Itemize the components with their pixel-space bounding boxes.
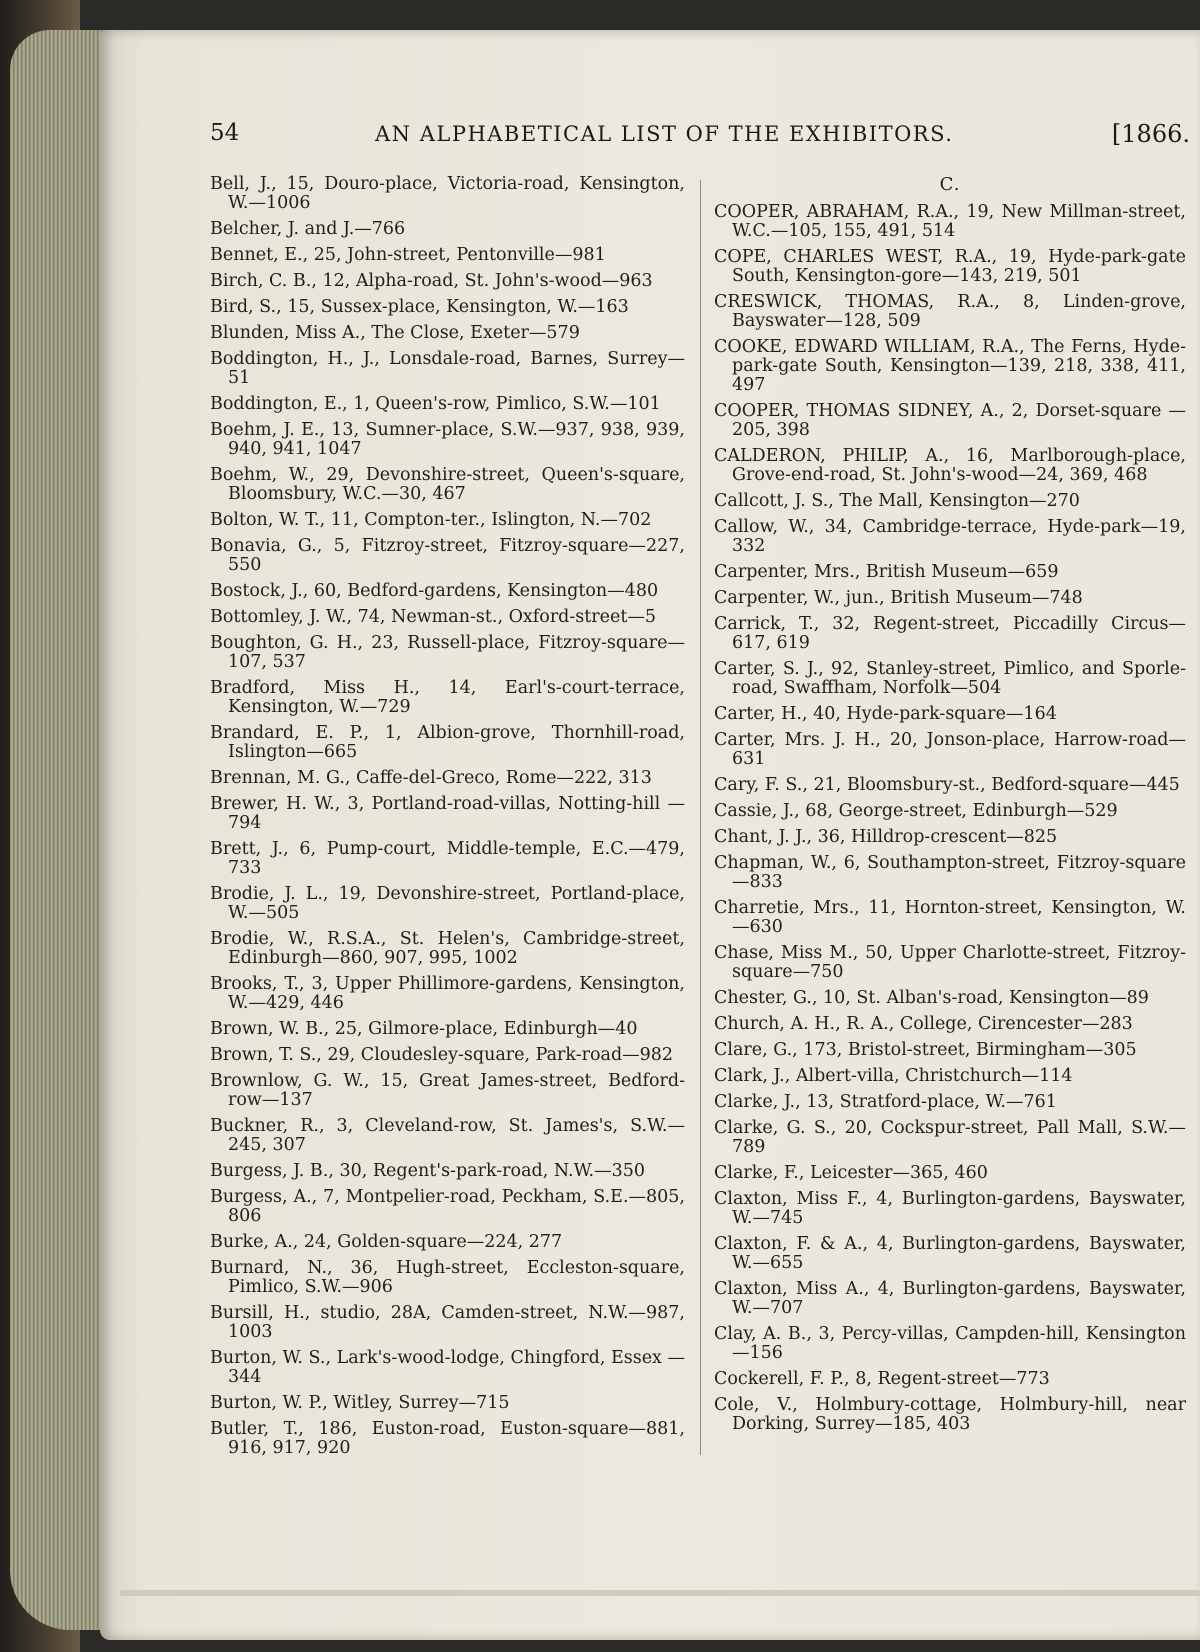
exhibitor-entry: Brewer, H. W., 3, Portland-road-villas, Notting-hill —794 <box>210 794 685 833</box>
exhibitor-entry: COOPER, THOMAS SIDNEY, A., 2, Dorset-square —205, 398 <box>714 401 1186 440</box>
exhibitor-entry: Charretie, Mrs., 11, Hornton-street, Kensington, W.—630 <box>714 898 1186 937</box>
exhibitor-entry: Carpenter, Mrs., British Museum—659 <box>714 562 1059 582</box>
book-page-edges <box>10 30 105 1630</box>
column-divider <box>700 180 701 1455</box>
exhibitor-entry: Brennan, M. G., Caffe-del-Greco, Rome—222, 313 <box>210 768 652 788</box>
exhibitor-entry: Brown, W. B., 25, Gilmore-place, Edinburgh—40 <box>210 1019 638 1039</box>
exhibitor-entry: Bell, J., 15, Douro-place, Victoria-road, Kensington, W.—1006 <box>210 174 685 213</box>
exhibitor-entry: Brodie, J. L., 19, Devonshire-street, Portland-place, W.—505 <box>210 884 685 923</box>
exhibitor-entry: Bonavia, G., 5, Fitzroy-street, Fitzroy-square—227, 550 <box>210 536 685 575</box>
left-column <box>210 175 685 1465</box>
exhibitor-entry: Birch, C. B., 12, Alpha-road, St. John's-wood—963 <box>210 271 653 291</box>
exhibitor-entry: Bostock, J., 60, Bedford-gardens, Kensington—480 <box>210 581 659 601</box>
exhibitor-entry: COPE, CHARLES WEST, R.A., 19, Hyde-park-gate South, Kensington-gore—143, 219, 501 <box>714 247 1186 286</box>
exhibitor-entry: Clare, G., 173, Bristol-street, Birmingham—305 <box>714 1040 1137 1060</box>
year-label: [1866. <box>1111 120 1190 148</box>
exhibitor-entry: Carter, H., 40, Hyde-park-square—164 <box>714 704 1057 724</box>
exhibitor-entry: Bottomley, J. W., 74, Newman-st., Oxford-street—5 <box>210 607 657 627</box>
exhibitor-entry: Bradford, Miss H., 14, Earl's-court-terrace, Kensington, W.—729 <box>210 678 685 717</box>
exhibitor-entry: Chase, Miss M., 50, Upper Charlotte-street, Fitzroy-square—750 <box>714 943 1186 982</box>
exhibitor-entry: Clarke, G. S., 20, Cockspur-street, Pall Mall, S.W.—789 <box>714 1118 1186 1157</box>
exhibitor-entry: Chapman, W., 6, Southampton-street, Fitzroy-square —833 <box>714 853 1186 892</box>
exhibitor-entry: CRESWICK, THOMAS, R.A., 8, Linden-grove, Bayswater—128, 509 <box>714 292 1186 331</box>
exhibitor-entry: Clark, J., Albert-villa, Christchurch—114 <box>714 1066 1073 1086</box>
exhibitor-entry: Belcher, J. and J.—766 <box>210 219 406 239</box>
exhibitor-entry: Boehm, J. E., 13, Sumner-place, S.W.—937, 938, 939, 940, 941, 1047 <box>210 420 685 459</box>
exhibitor-entry: Claxton, F. & A., 4, Burlington-gardens, Bayswater, W.—655 <box>714 1234 1186 1273</box>
exhibitor-entry: Carter, Mrs. J. H., 20, Jonson-place, Harrow-road—631 <box>714 730 1186 769</box>
exhibitor-entry: Chant, J. J., 36, Hilldrop-crescent—825 <box>714 827 1058 847</box>
exhibitor-entry: Butler, T., 186, Euston-road, Euston-square—881, 916, 917, 920 <box>210 1419 685 1458</box>
section-heading: C. <box>939 174 961 195</box>
exhibitor-entry: Blunden, Miss A., The Close, Exeter—579 <box>210 323 580 343</box>
exhibitor-entry: Buckner, R., 3, Cleveland-row, St. James's, S.W.—245, 307 <box>210 1116 685 1155</box>
right-column <box>714 175 1186 1441</box>
exhibitor-entry: Claxton, Miss A., 4, Burlington-gardens, Bayswater, W.—707 <box>714 1279 1186 1318</box>
page-header <box>210 120 1190 160</box>
exhibitor-entry: Bennet, E., 25, John-street, Pentonville—981 <box>210 245 606 265</box>
exhibitor-entry: Cary, F. S., 21, Bloomsbury-st., Bedford-square—445 <box>714 775 1180 795</box>
exhibitor-entry: Chester, G., 10, St. Alban's-road, Kensington—89 <box>714 988 1149 1008</box>
exhibitor-entry: COOPER, ABRAHAM, R.A., 19, New Millman-street, W.C.—105, 155, 491, 514 <box>714 202 1186 241</box>
exhibitor-entry: Brandard, E. P., 1, Albion-grove, Thornhill-road, Islington—665 <box>210 723 685 762</box>
exhibitor-entry: Boddington, H., J., Lonsdale-road, Barnes, Surrey—51 <box>210 349 685 388</box>
exhibitor-entry: CALDERON, PHILIP, A., 16, Marlborough-place, Grove-end-road, St. John's-wood—24, 369, 468 <box>714 446 1186 485</box>
running-title: AN ALPHABETICAL LIST OF THE EXHIBITORS. <box>375 122 954 146</box>
exhibitor-entry: Bolton, W. T., 11, Compton-ter., Islington, N.—702 <box>210 510 652 530</box>
exhibitor-entry: Carpenter, W., jun., British Museum—748 <box>714 588 1083 608</box>
exhibitor-entry: Callcott, J. S., The Mall, Kensington—270 <box>714 491 1080 511</box>
exhibitor-entry: Burke, A., 24, Golden-square—224, 277 <box>210 1232 563 1252</box>
exhibitor-entry: Bursill, H., studio, 28A, Camden-street, N.W.—987, 1003 <box>210 1303 685 1342</box>
exhibitor-entry: Cole, V., Holmbury-cottage, Holmbury-hill, near Dorking, Surrey—185, 403 <box>714 1395 1186 1434</box>
exhibitor-entry: Carter, S. J., 92, Stanley-street, Pimlico, and Sporle-road, Swaffham, Norfolk—504 <box>714 659 1186 698</box>
exhibitor-entry: Boehm, W., 29, Devonshire-street, Queen's-square, Bloomsbury, W.C.—30, 467 <box>210 465 685 504</box>
exhibitor-entry: Bird, S., 15, Sussex-place, Kensington, W.—163 <box>210 297 629 317</box>
exhibitor-entry: Burgess, A., 7, Montpelier-road, Peckham, S.E.—805, 806 <box>210 1187 685 1226</box>
exhibitor-entry: Clarke, J., 13, Stratford-place, W.—761 <box>714 1092 1057 1112</box>
exhibitor-entry: Burton, W. P., Witley, Surrey—715 <box>210 1393 510 1413</box>
exhibitor-entry: COOKE, EDWARD WILLIAM, R.A., The Ferns, Hyde-park-gate South, Kensington—139, 218, 338, 411, 497 <box>714 337 1186 395</box>
exhibitor-entry: Clay, A. B., 3, Percy-villas, Campden-hill, Kensington —156 <box>714 1324 1186 1363</box>
exhibitor-entry: Clarke, F., Leicester—365, 460 <box>714 1163 988 1183</box>
exhibitor-entry: Claxton, Miss F., 4, Burlington-gardens, Bayswater, W.—745 <box>714 1189 1186 1228</box>
exhibitor-entry: Cassie, J., 68, George-street, Edinburgh—529 <box>714 801 1118 821</box>
exhibitor-entry: Brodie, W., R.S.A., St. Helen's, Cambridge-street, Edinburgh—860, 907, 995, 1002 <box>210 929 685 968</box>
exhibitor-entry: Burnard, N., 36, Hugh-street, Eccleston-square, Pimlico, S.W.—906 <box>210 1258 685 1297</box>
exhibitor-entry: Callow, W., 34, Cambridge-terrace, Hyde-park—19, 332 <box>714 517 1186 556</box>
exhibitor-entry: Cockerell, F. P., 8, Regent-street—773 <box>714 1369 1050 1389</box>
exhibitor-entry: Brett, J., 6, Pump-court, Middle-temple, E.C.—479, 733 <box>210 839 685 878</box>
exhibitor-entry: Brooks, T., 3, Upper Phillimore-gardens, Kensington, W.—429, 446 <box>210 974 685 1013</box>
exhibitor-entry: Burgess, J. B., 30, Regent's-park-road, N.W.—350 <box>210 1161 645 1181</box>
exhibitor-entry: Carrick, T., 32, Regent-street, Piccadilly Circus—617, 619 <box>714 614 1186 653</box>
exhibitor-entry: Church, A. H., R. A., College, Cirencester—283 <box>714 1014 1133 1034</box>
exhibitor-entry: Brownlow, G. W., 15, Great James-street, Bedford-row—137 <box>210 1071 685 1110</box>
exhibitor-entry: Burton, W. S., Lark's-wood-lodge, Chingford, Essex —344 <box>210 1348 685 1387</box>
exhibitor-entry: Boddington, E., 1, Queen's-row, Pimlico, S.W.—101 <box>210 394 661 414</box>
exhibitor-entry: Brown, T. S., 29, Cloudesley-square, Park-road—982 <box>210 1045 674 1065</box>
exhibitor-entry: Boughton, G. H., 23, Russell-place, Fitzroy-square—107, 537 <box>210 633 685 672</box>
page-bottom-edge <box>120 1590 1200 1596</box>
page-number: 54 <box>210 120 240 146</box>
